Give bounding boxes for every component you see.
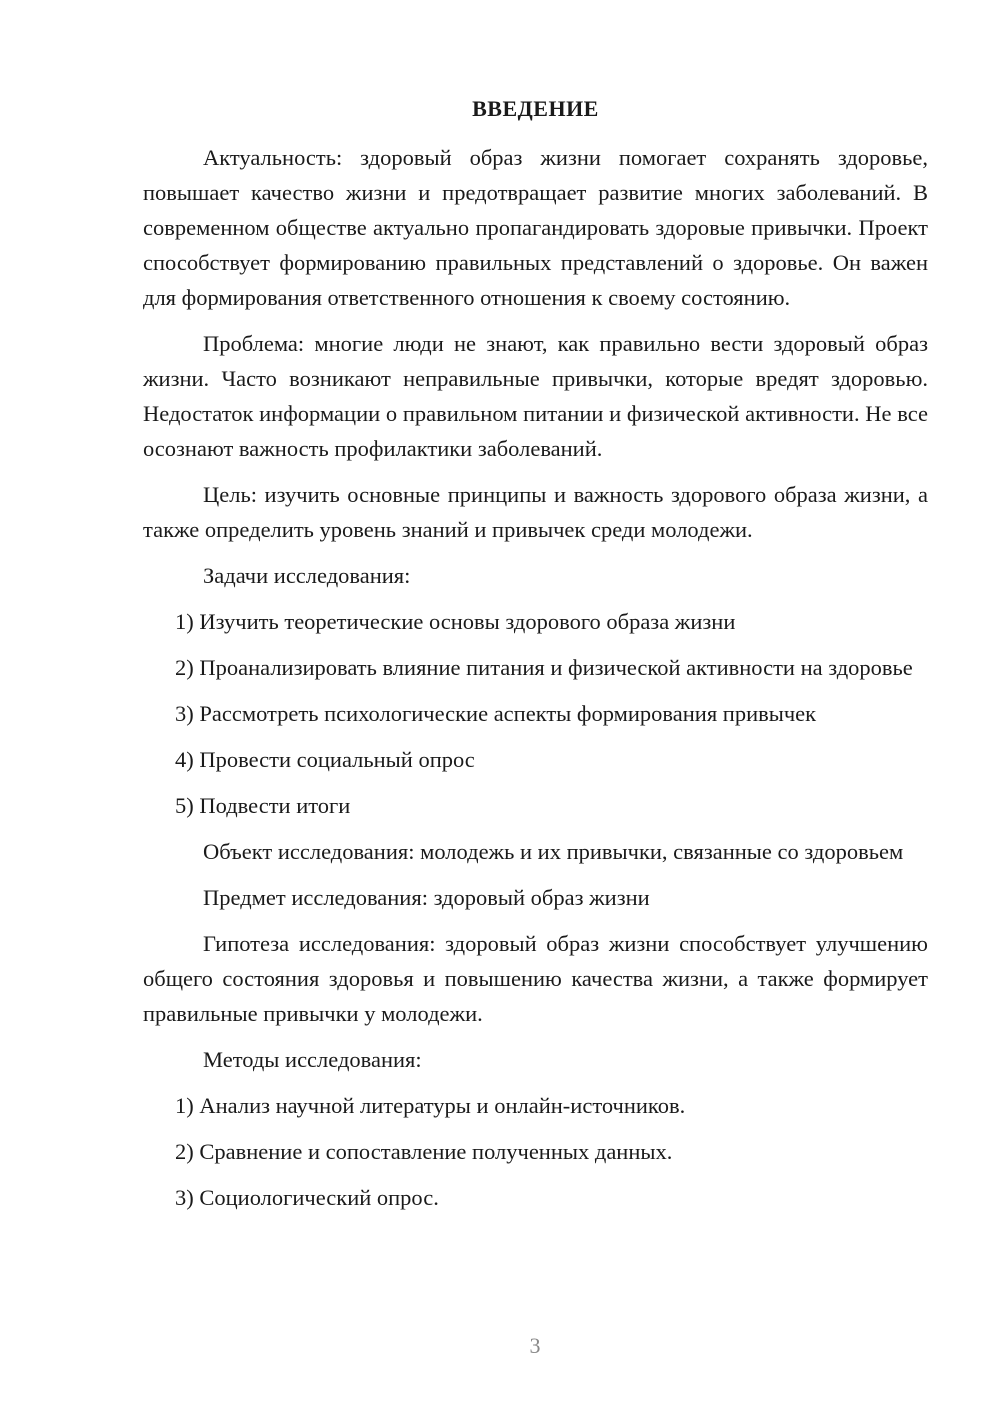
method-item: 2) Сравнение и сопоставление полученных данных. bbox=[175, 1139, 673, 1164]
method-item: 3) Социологический опрос. bbox=[175, 1185, 439, 1210]
relevance-paragraph: Актуальность: здоровый образ жизни помогает сохранять здоровье, повышает качество жизни и предотвращает развитие многих заболеваний. В современном обществе актуально пропагандировать здоровые привычки. Проект способствует формированию правильных представлений о здоровье. Он важен для формирования ответственного отношения к своему состоянию. bbox=[143, 145, 928, 310]
method-item: 1) Анализ научной литературы и онлайн-источников. bbox=[175, 1093, 686, 1118]
hypothesis-paragraph: Гипотеза исследования: здоровый образ жизни способствует улучшению общего состояния здоровья и повышению качества жизни, а также формирует правильные привычки у молодежи. bbox=[143, 931, 928, 1026]
goal-paragraph: Цель: изучить основные принципы и важность здорового образа жизни, а также определить уровень знаний и привычек среди молодежи. bbox=[143, 482, 928, 542]
page-number: 3 bbox=[529, 1333, 541, 1358]
task-item: 1) Изучить теоретические основы здорового образа жизни bbox=[175, 609, 736, 634]
subject-paragraph: Предмет исследования: здоровый образ жизни bbox=[203, 885, 650, 910]
task-item: 5) Подвести итоги bbox=[175, 793, 351, 818]
problem-paragraph: Проблема: многие люди не знают, как правильно вести здоровый образ жизни. Часто возникают неправильные привычки, которые вредят здоровью. Недостаток информации о правильном питании и физической активности. Не все осознают важность профилактики заболеваний. bbox=[143, 331, 928, 461]
task-item: 2) Проанализировать влияние питания и физической активности на здоровье bbox=[175, 655, 913, 680]
page-title: ВВЕДЕНИЕ bbox=[472, 96, 599, 121]
methods-title: Методы исследования: bbox=[203, 1047, 422, 1072]
task-item: 4) Провести социальный опрос bbox=[175, 747, 475, 772]
task-item: 3) Рассмотреть психологические аспекты формирования привычек bbox=[175, 701, 817, 726]
object-paragraph: Объект исследования: молодежь и их привычки, связанные со здоровьем bbox=[203, 839, 904, 864]
document-page bbox=[143, 96, 928, 1226]
tasks-title: Задачи исследования: bbox=[203, 563, 411, 588]
